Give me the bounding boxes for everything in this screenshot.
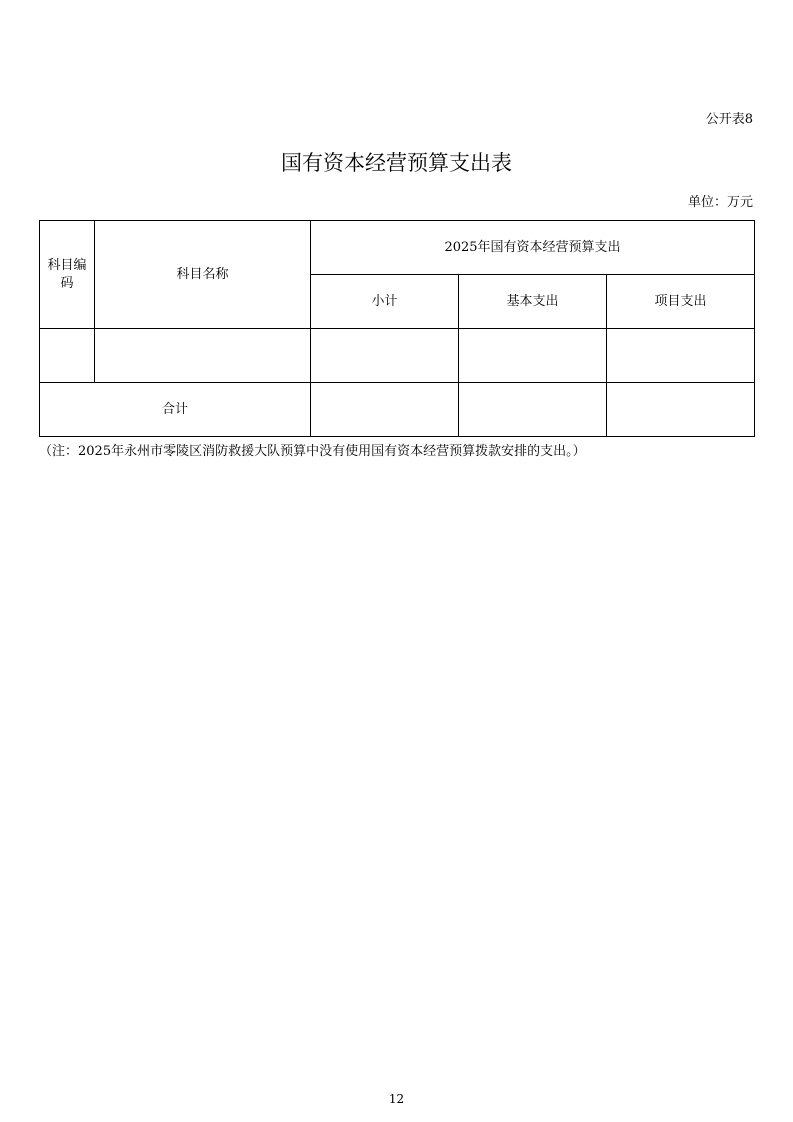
col-header-project: 项目支出	[607, 275, 755, 329]
page-title: 国有资本经营预算支出表	[281, 151, 512, 175]
col-header-name: 科目名称	[95, 221, 311, 329]
table-row	[40, 329, 755, 383]
table-header-row	[40, 221, 755, 275]
total-row	[40, 383, 755, 437]
col-header-basic: 基本支出	[459, 275, 607, 329]
col-header-subtotal: 小计	[311, 275, 459, 329]
col-header-code: 科目编码	[40, 221, 95, 329]
total-basic	[459, 383, 607, 437]
cell-code	[40, 329, 95, 383]
cell-subtotal	[311, 329, 459, 383]
unit-label: 单位：万元	[687, 195, 753, 210]
total-subtotal	[311, 383, 459, 437]
page-number: 12	[388, 1092, 405, 1106]
footnote: （注：2025年永州市零陵区消防救援大队预算中没有使用国有资本经营预算拨款安排的支出。）	[39, 444, 586, 459]
cell-project	[607, 329, 755, 383]
total-project	[607, 383, 755, 437]
total-label: 合计	[40, 383, 311, 437]
cell-name	[95, 329, 311, 383]
budget-table	[39, 220, 755, 437]
cell-basic	[459, 329, 607, 383]
form-number: 公开表8	[705, 112, 753, 127]
group-header: 2025年国有资本经营预算支出	[311, 221, 755, 275]
